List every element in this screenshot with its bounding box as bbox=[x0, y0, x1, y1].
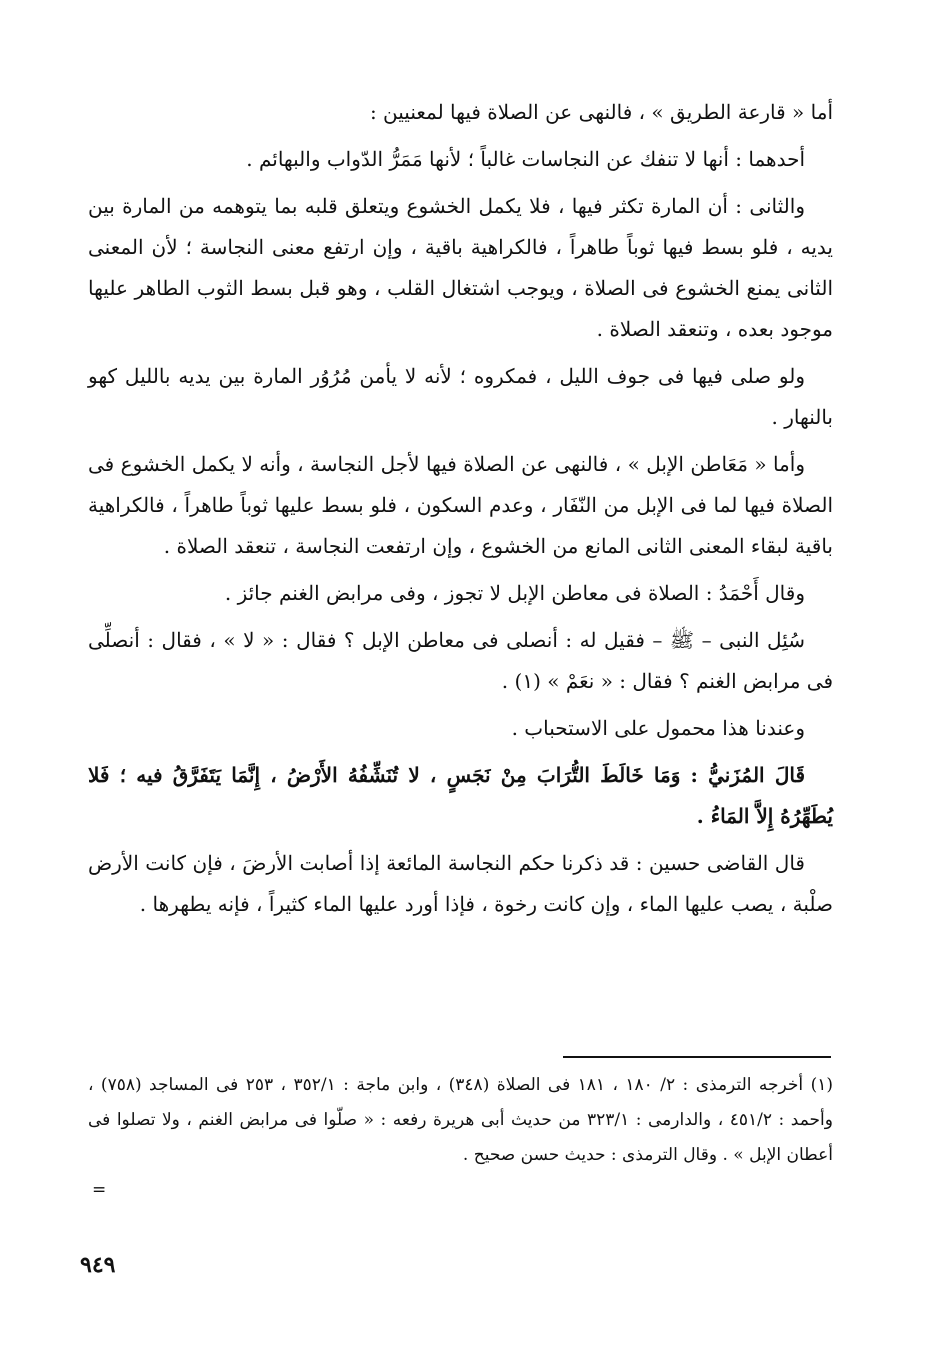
paragraph-first-reason: أحدهما : أنها لا تنفك عن النجاسات غالباً ؛ لأنها مَمَرُّ الدّواب والبهائم . bbox=[246, 147, 805, 171]
paragraph-maatin-al-ibil: وأما « مَعَاطن الإبل » ، فالنهى عن الصلاة فيها لأجل النجاسة ، وأنه لا يكمل الخشوع فى الصلاة فيها لما فى الإبل من النّفَار ، وعدم السكون ، فلو بسط عليها ثوباً طاهراً ، فالكراهية باقية لبقاء المعنى الثانى المانع من الخشوع ، وإن ارتفعت النجاسة ، تنعقد الصلاة . bbox=[88, 452, 833, 558]
paragraph-muzani-quote: قَالَ المُزَنيُّ : وَمَا خَالَطَ التُّرَابَ مِنْ نَجَسٍ ، لا تُنَشِّفُهُ الأَرْضُ ، إِنَّمَا يَتَفَرَّقُ فيه ؛ فَلا يُطَهِّرُهُ إِلاَّ المَاءُ . bbox=[88, 763, 833, 828]
footnote: (١) أخرجه الترمذى : ٢/ ١٨٠ ، ١٨١ فى الصلاة (٣٤٨) ، وابن ماجة : ٣٥٢/١ ، ٢٥٣ فى المساجد (٧٥٨) ، وأحمد : ٤٥١/٢ ، والدارمى : ٣٢٣/١ من حديث أبى هريرة رفعه : « صلّوا فى مرابض الغنم ، ولا تصلوا فى أعطان الإبل » . وقال الترمذى : حديث حسن صحيح . bbox=[88, 1075, 833, 1165]
paragraph-second-reason: والثانى : أن المارة تكثر فيها ، فلا يكمل الخشوع ويتعلق قلبه بما يتوهمه من المارة بين يديه ، فلو بسط فيها ثوباً طاهراً ، فالكراهية باقية ، وإن ارتفع معنى النجاسة ؛ لأن المعنى الثانى يمنع الخشوع فى الصلاة ، ويوجب اشتغال القلب ، وهو قبل بسط الثوب الطاهر عليها موجود بعده ، وتنعقد الصلاة . bbox=[88, 194, 833, 341]
paragraph-ahmad-view: وقال أَحْمَدُ : الصلاة فى معاطن الإبل لا تجوز ، وفى مرابض الغنم جائز . bbox=[224, 581, 805, 605]
main-text bbox=[88, 92, 833, 931]
paragraph-qariat-al-tariq: أما « قارعة الطريق » ، فالنهى عن الصلاة فيها لمعنيين : bbox=[369, 100, 833, 124]
footnote-divider bbox=[563, 1056, 831, 1058]
page-number: ٩٤٩ bbox=[80, 1252, 116, 1278]
paragraph-istihbab: وعندنا هذا محمول على الاستحباب . bbox=[511, 716, 805, 740]
footnote-continue-mark: = bbox=[92, 1180, 107, 1200]
paragraph-night-prayer: ولو صلى فيها فى جوف الليل ، فمكروه ؛ لأنه لا يأمن مُرُوُر المارة بين يديه بالليل كهو بالنهار . bbox=[88, 364, 833, 429]
paragraph-qadi-husayn: قال القاضى حسين : قد ذكرنا حكم النجاسة المائعة إذا أصابت الأرضَ ، فإن كانت الأرض صلْبة ، يصب عليها الماء ، وإن كانت رخوة ، فإذا أورد عليها الماء كثيراً ، فإنه يطهرها . bbox=[88, 851, 833, 916]
paragraph-hadith-question: سُئِل النبى – ﷺ – فقيل له : أنصلى فى معاطن الإبل ؟ فقال : « لا » ، فقال : أنصلِّى فى مرابض الغنم ؟ فقال : « نعَمْ » (١) . bbox=[88, 628, 833, 693]
